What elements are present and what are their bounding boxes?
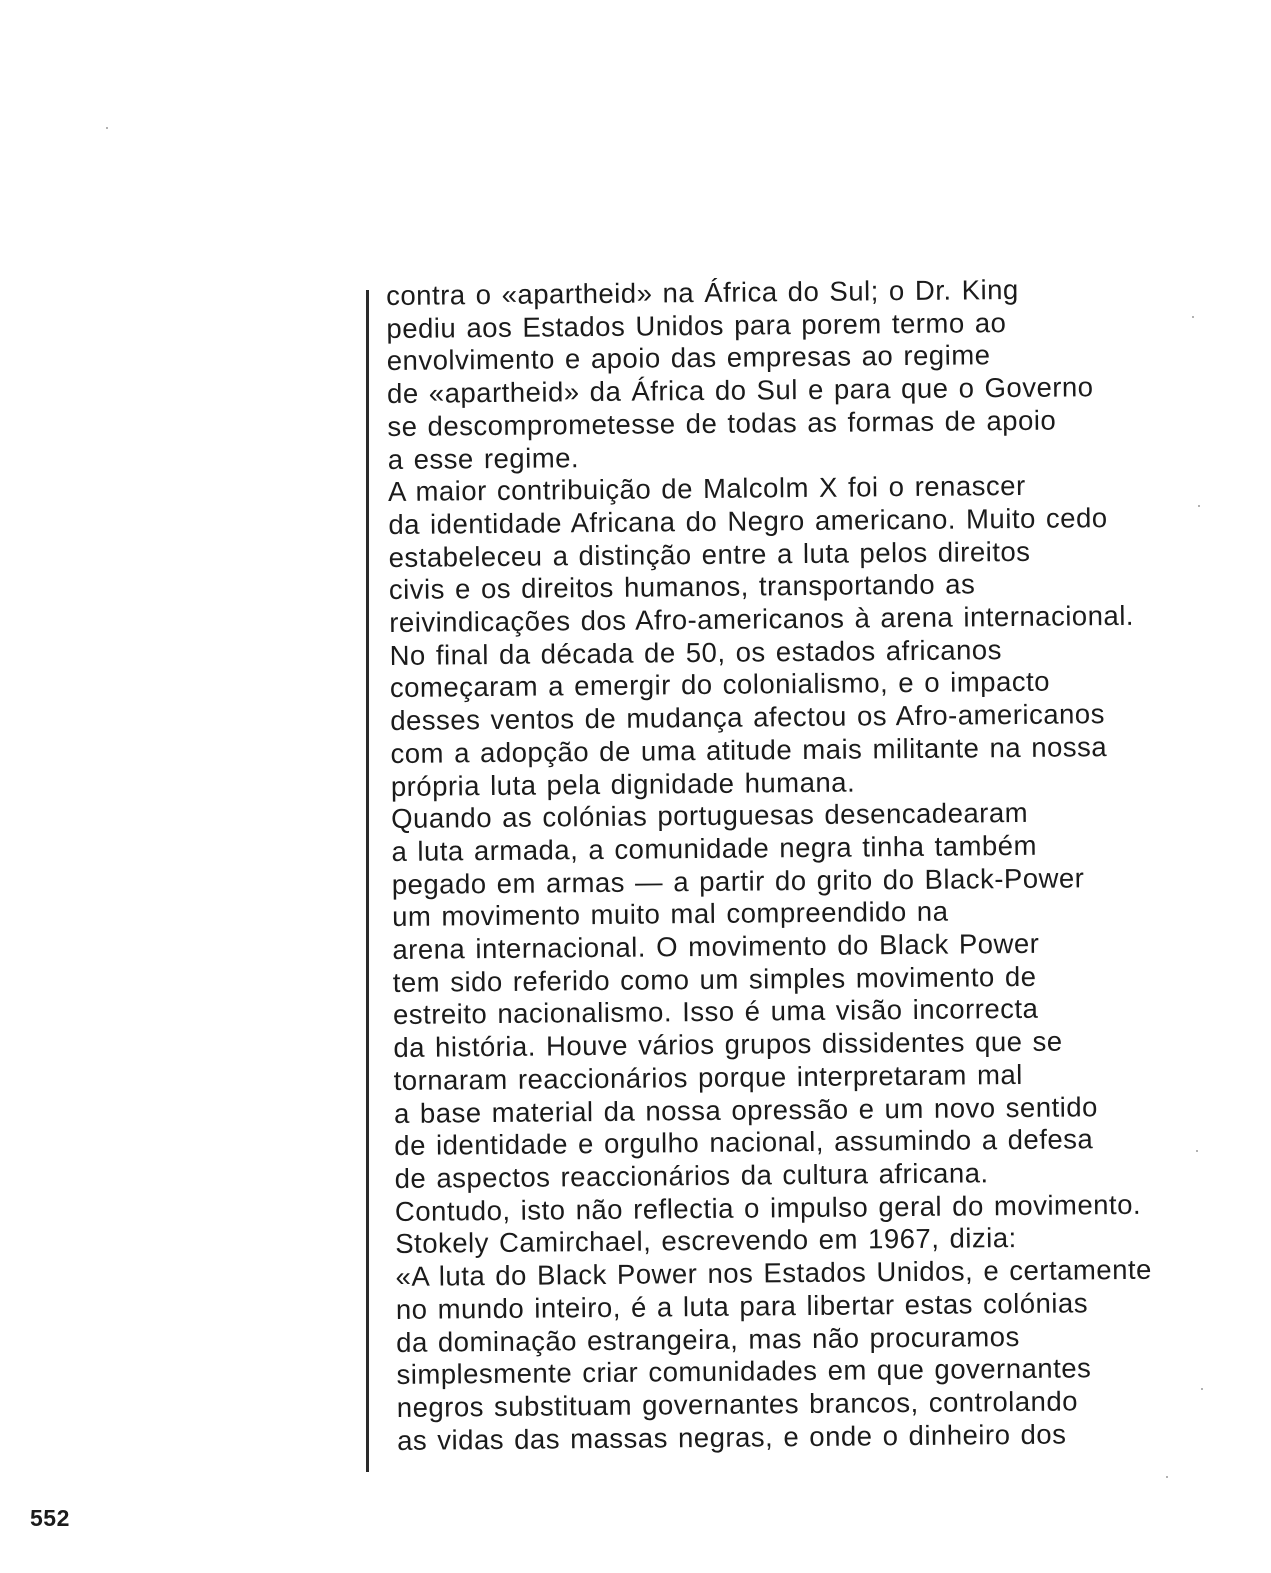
text-line: as vidas das massas negras, e onde o dinheiro dos	[396, 1418, 1067, 1456]
text-line: de identidade e orgulho nacional, assumindo a defesa	[394, 1123, 1094, 1162]
text-line: negros substituam governantes brancos, controlando	[396, 1385, 1079, 1423]
text-line: estreito nacionalismo. Isso é uma visão incorrecta	[392, 993, 1039, 1031]
text-line: pediu aos Estados Unidos para porem termo ao	[386, 306, 1007, 344]
text-line: A maior contribuição de Malcolm X foi o renascer	[387, 470, 1026, 508]
scan-speck	[1196, 1150, 1198, 1152]
text-line: Stokely Camirchael, escrevendo em 1967, dizia:	[395, 1222, 1017, 1260]
text-line: um movimento muito mal compreendido na	[391, 895, 949, 933]
scan-speck	[1198, 505, 1200, 507]
margin-rule	[366, 290, 369, 1472]
text-line: civis e os direitos humanos, transportando as	[388, 568, 976, 606]
scan-speck	[1192, 316, 1194, 318]
page-number: 552	[30, 1505, 70, 1531]
text-line: a base material da nossa opressão e um novo sentido	[393, 1090, 1099, 1129]
text-line: própria luta pela dignidade humana.	[390, 766, 856, 802]
text-line: envolvimento e apoio das empresas ao regime	[386, 339, 991, 377]
text-line: reivindicações dos Afro-americanos à arena internacional.	[389, 599, 1135, 639]
text-line: simplesmente criar comunidades em que governantes	[396, 1352, 1092, 1391]
text-line: tornaram reaccionários porque interpretaram mal	[393, 1058, 1023, 1096]
text-line: de aspectos reaccionários da cultura africana.	[394, 1157, 989, 1194]
text-line: da identidade Africana do Negro americano. Muito cedo	[388, 502, 1108, 540]
text-line: da dominação estrangeira, mas não procuramos	[396, 1320, 1020, 1358]
text-line: da história. Houve vários grupos dissidentes que se	[393, 1025, 1063, 1064]
text-line: Quando as colónias portuguesas desencadearam	[391, 797, 1029, 835]
text-line: começaram a emergir do colonialismo, e o impacto	[389, 666, 1051, 704]
text-line: No final da década de 50, os estados africanos	[389, 633, 1003, 671]
text-line: Contudo, isto não reflectia o impulso geral do movimento.	[394, 1188, 1142, 1227]
text-line: estabeleceu a distinção entre a luta pelos direitos	[388, 535, 1031, 573]
body-text	[386, 272, 1257, 1480]
text-line: de «apartheid» da África do Sul e para que o Governo	[386, 371, 1094, 410]
text-line: a esse regime.	[387, 441, 580, 475]
text-line: tem sido referido como um simples movimento de	[392, 960, 1037, 998]
text-line: contra o «apartheid» na África do Sul; o Dr. King	[386, 273, 1019, 311]
text-line: desses ventos de mudança afectou os Afro-americanos	[390, 698, 1106, 737]
text-line: a luta armada, a comunidade negra tinha também	[391, 829, 1038, 867]
text-line: no mundo inteiro, é a luta para libertar estas colónias	[395, 1287, 1089, 1325]
text-line: «A luta do Black Power nos Estados Unidos, e certamente	[395, 1253, 1152, 1293]
text-line: pegado em armas — a partir do grito do Black-Power	[391, 861, 1085, 900]
text-line: arena internacional. O movimento do Black Power	[392, 927, 1040, 966]
scan-speck	[1201, 1388, 1203, 1390]
text-line: com a adopção de uma atitude mais militante na nossa	[390, 730, 1108, 769]
text-line: se descomprometesse de todas as formas de apoio	[387, 404, 1057, 442]
scan-speck	[106, 127, 108, 129]
scan-speck	[1166, 1476, 1168, 1478]
